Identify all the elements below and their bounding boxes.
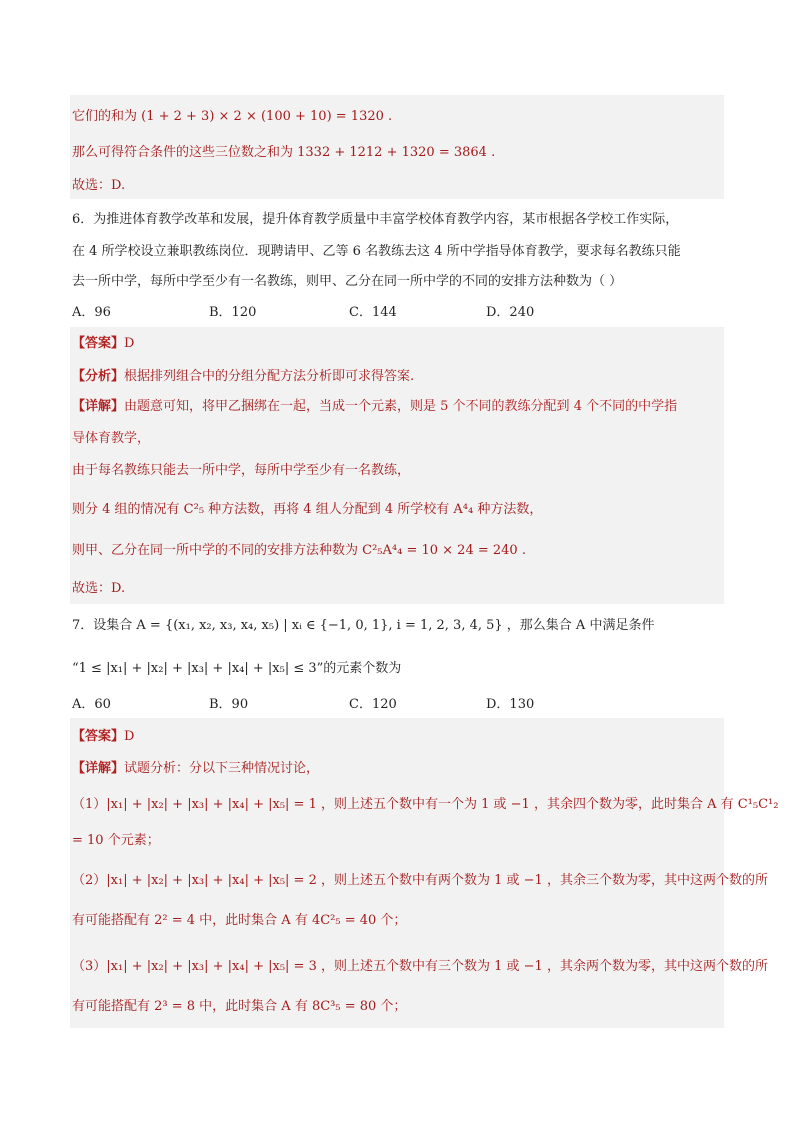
q7-option-b: B．90 bbox=[209, 697, 249, 712]
q7-answer bbox=[72, 728, 134, 746]
q7-answer-value: D bbox=[124, 729, 135, 744]
q7-case-1-line-a: （1）|x₁| + |x₂| + |x₃| + |x₄| + |x₅| = 1 ，则上述五个数中有一个为 1 或 −1 ，其余四个数为零，此时集合 A 有 C¹₅C¹₂ bbox=[72, 797, 779, 812]
q6-analysis-tag: 【分析】 bbox=[72, 369, 125, 384]
q6-detail-line-1 bbox=[72, 398, 677, 416]
prev-solution-choose: 故选：D. bbox=[72, 178, 126, 193]
q6-answer-tag: 【答案】 bbox=[72, 336, 125, 351]
q6-detail-line-4: 则分 4 组的情况有 C²₅ 种方法数，再将 4 组人分配到 4 所学校有 A⁴₄ 种方法数， bbox=[72, 502, 543, 517]
q6-detail-1b: 5 个不同的教练分配到 4 个不同的中学指 bbox=[440, 399, 678, 414]
q6-analysis bbox=[72, 368, 414, 386]
q6-option-b: B．120 bbox=[209, 305, 257, 320]
q6-option-a: A．96 bbox=[72, 305, 111, 320]
q6-detail-tag: 【详解】 bbox=[72, 399, 125, 414]
q7-stem-line-1: 7．设集合 A = {(x₁, x₂, x₃, x₄, x₅) | xᵢ ∈ {−1, 0, 1}, i = 1, 2, 3, 4, 5} ，那么集合 A 中满足条件 bbox=[72, 618, 655, 633]
q7-option-d: D．130 bbox=[486, 697, 535, 712]
q6-stem-line-1: 6．为推进体育教学改革和发展，提升体育教学质量中丰富学校体育教学内容，某市根据各学校工作实际， bbox=[72, 212, 679, 227]
prev-solution-line-2: 那么可得符合条件的这些三位数之和为 1332 + 1212 + 1320 = 3864 . bbox=[72, 145, 496, 160]
q6-detail-line-2: 导体育教学， bbox=[72, 431, 151, 446]
q7-option-c: C．120 bbox=[349, 697, 397, 712]
q6-answer bbox=[72, 335, 134, 353]
q6-option-d: D．240 bbox=[486, 305, 535, 320]
q6-analysis-text: 根据排列组合中的分组分配方法分析即可求得答案. bbox=[124, 369, 415, 384]
q7-case-3-line-b: 有可能搭配有 2³ = 8 中，此时集合 A 有 8C³₅ = 80 个； bbox=[72, 999, 407, 1014]
q6-detail-line-5: 则甲、乙分在同一所中学的不同的安排方法种数为 C²₅A⁴₄ = 10 × 24 = 240 . bbox=[72, 543, 526, 558]
q7-detail bbox=[72, 760, 319, 778]
q6-option-c: C．144 bbox=[349, 305, 397, 320]
q6-detail-1a: 由题意可知，将甲乙捆绑在一起，当成一个元素，则是 bbox=[124, 399, 441, 414]
q7-detail-tag: 【详解】 bbox=[72, 761, 125, 776]
q7-case-2-line-b: 有可能搭配有 2² = 4 中，此时集合 A 有 4C²₅ = 40 个； bbox=[72, 913, 407, 928]
q6-stem-line-3: 去一所中学，每所中学至少有一名教练，则甲、乙分在同一所中学的不同的安排方法种数为（ ） bbox=[72, 274, 623, 289]
q6-answer-value: D bbox=[124, 336, 135, 351]
q7-stem-line-2: “1 ≤ |x₁| + |x₂| + |x₃| + |x₄| + |x₅| ≤ 3”的元素个数为 bbox=[72, 661, 402, 676]
q7-case-2-line-a: （2）|x₁| + |x₂| + |x₃| + |x₄| + |x₅| = 2 ，则上述五个数中有两个数为 1 或 −1 ，其余三个数为零，其中这两个数的所 bbox=[72, 873, 768, 888]
q6-detail-line-3: 由于每名教练只能去一所中学，每所中学至少有一名教练， bbox=[72, 463, 411, 478]
q7-detail-text: 试题分析：分以下三种情况讨论， bbox=[124, 761, 320, 776]
q6-choose: 故选：D. bbox=[72, 581, 126, 596]
q7-case-3-line-a: （3）|x₁| + |x₂| + |x₃| + |x₄| + |x₅| = 3 ，则上述五个数中有三个数为 1 或 −1 ，其余两个数为零，其中这两个数的所 bbox=[72, 959, 768, 974]
q6-stem-line-2: 在 4 所学校设立兼职教练岗位．现聘请甲、乙等 6 名教练去这 4 所中学指导体育教学，要求每名教练只能 bbox=[72, 244, 681, 259]
q7-case-1-line-b: = 10 个元素； bbox=[72, 833, 160, 848]
q7-answer-tag: 【答案】 bbox=[72, 729, 125, 744]
q7-option-a: A．60 bbox=[72, 697, 111, 712]
prev-solution-line-1: 它们的和为 (1 + 2 + 3) × 2 × (100 + 10) = 1320 . bbox=[72, 109, 393, 124]
